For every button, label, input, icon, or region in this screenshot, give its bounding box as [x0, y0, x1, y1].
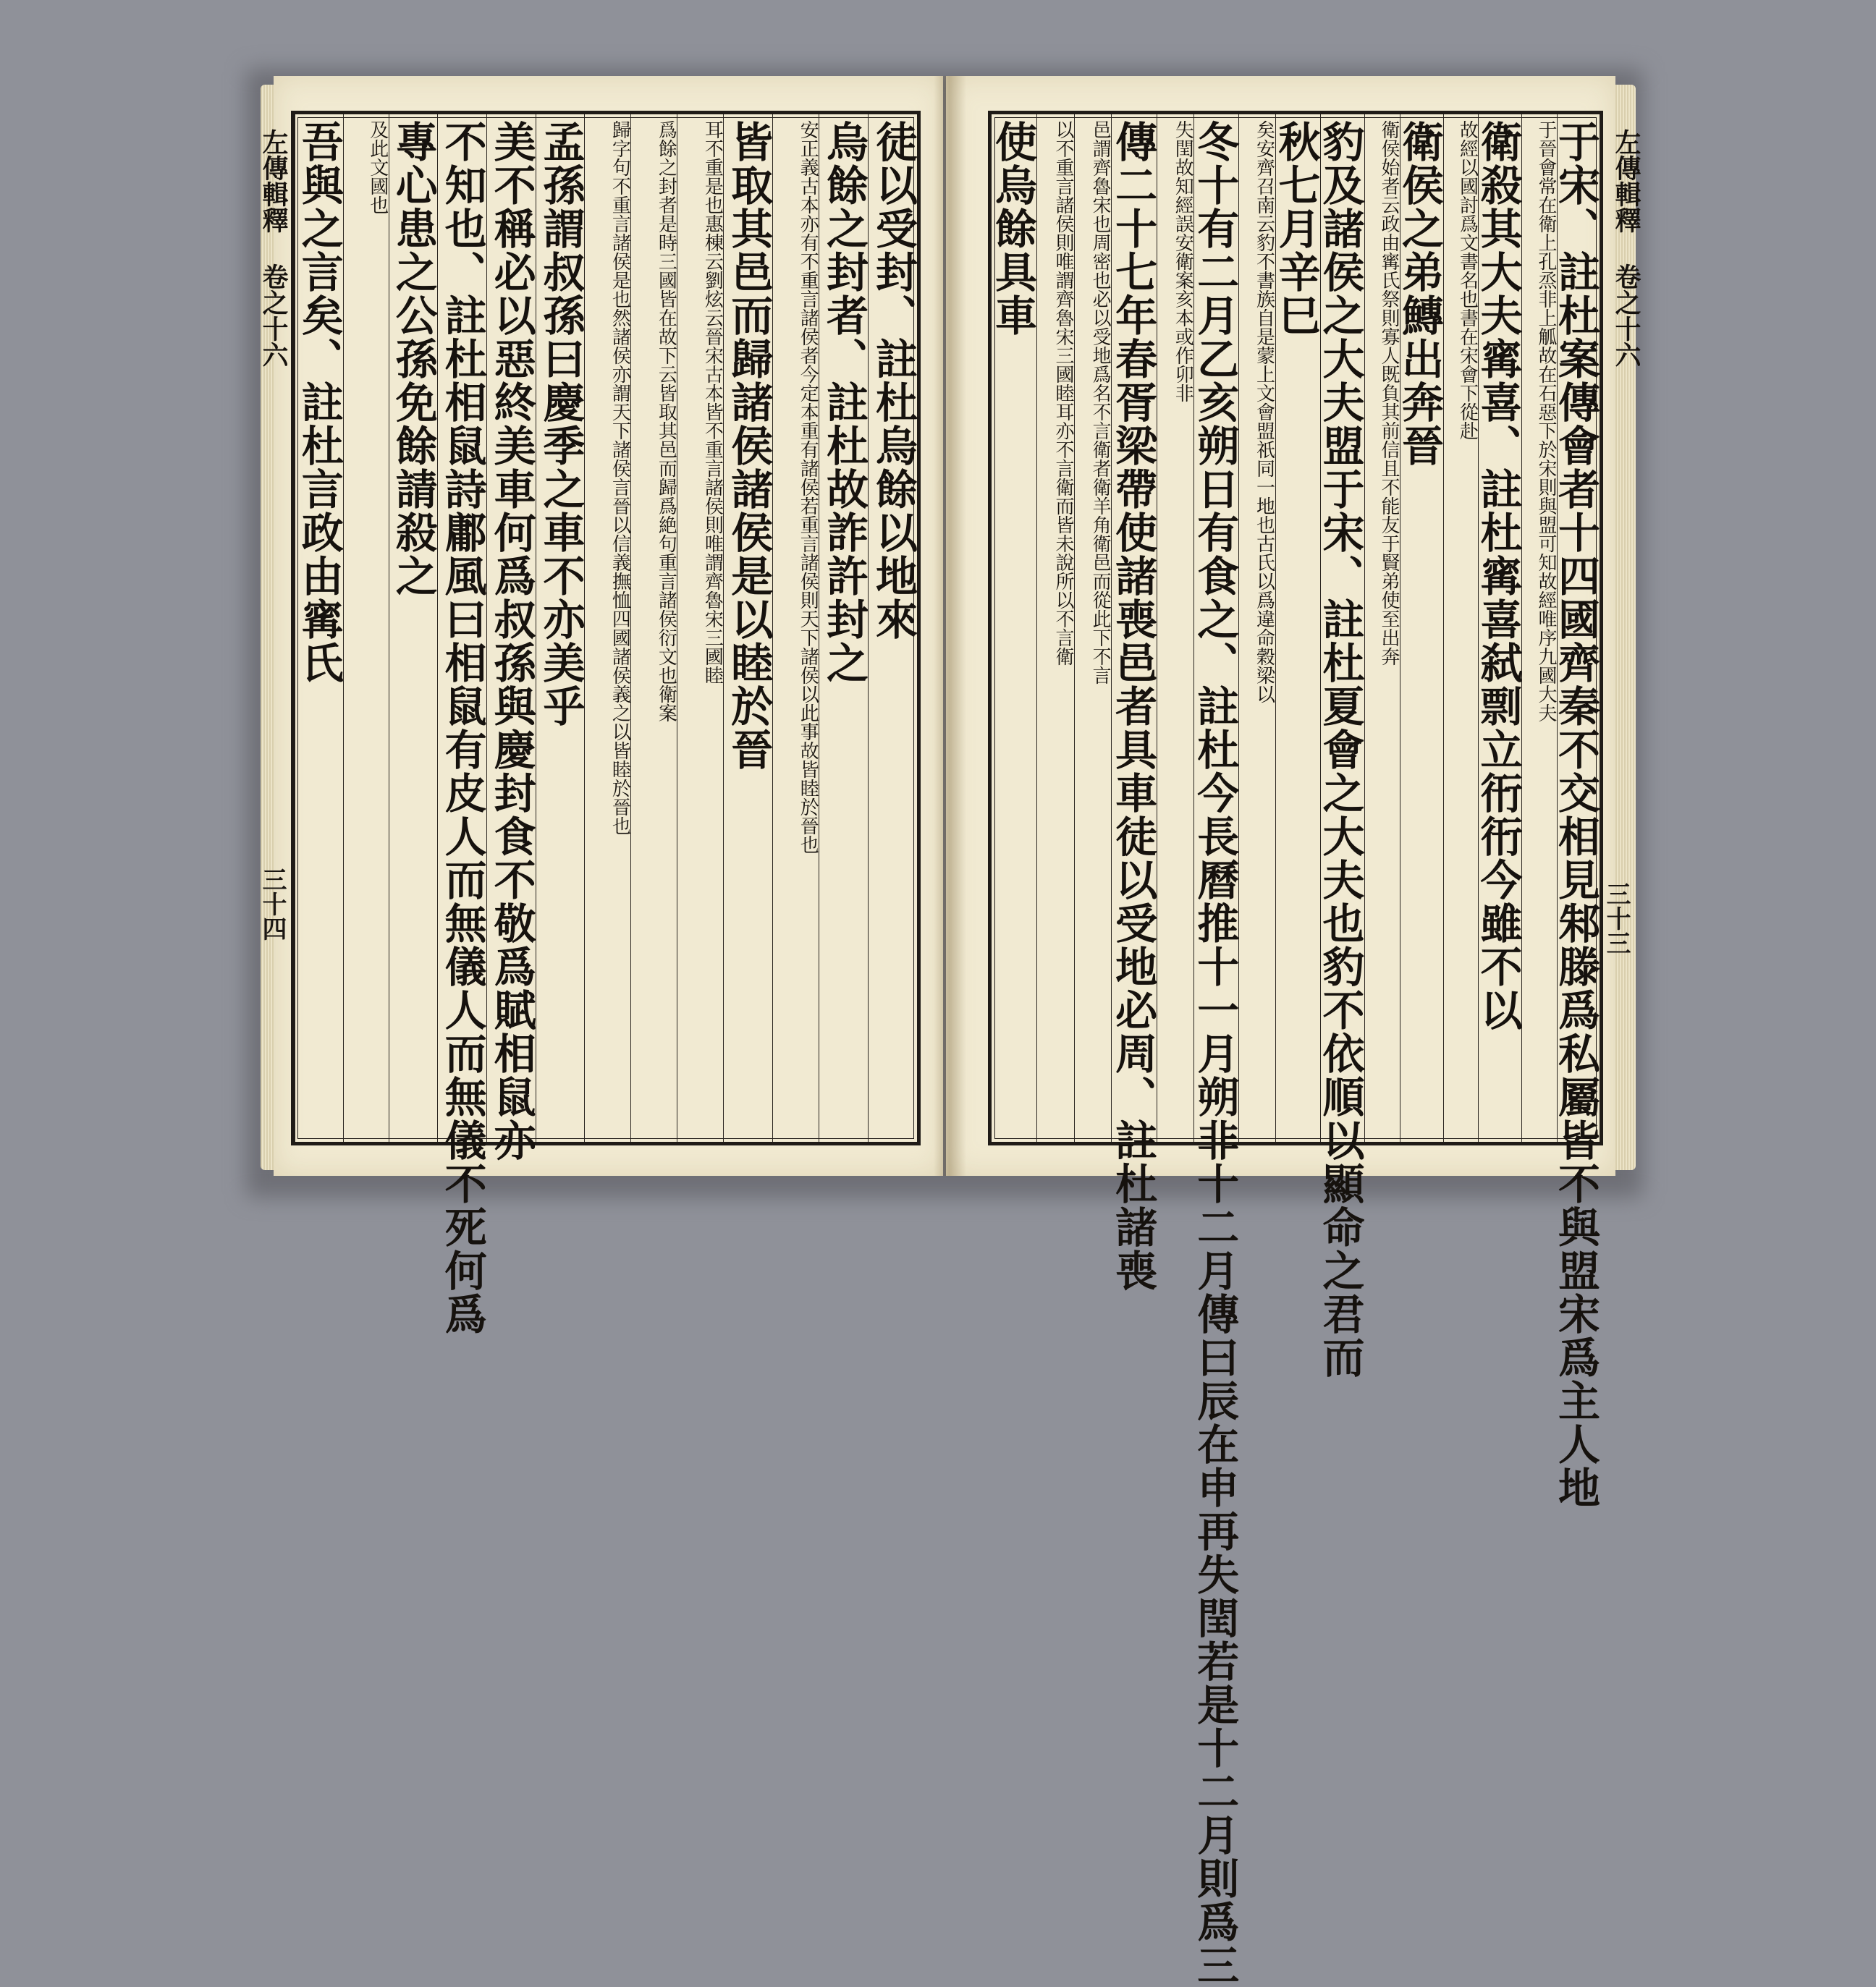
- right-page-column: 矣安齊召南云豹不書族自是蒙上文會盟祇同一地也古氏以爲違命穀梁以: [1238, 114, 1275, 1142]
- right-text-frame: [988, 111, 1642, 1987]
- left-page-column: 歸字句不重言諸侯是也然諸侯亦謂天下諸侯言晉以信義撫恤四國諸侯義之以皆睦於晉也: [584, 114, 630, 1142]
- left-page: [258, 76, 943, 1336]
- left-columns: [294, 114, 918, 1336]
- right-page-column: 豹及諸侯之大夫盟于宋、註杜夏會之大夫也豹不依順以顯命之君而: [1320, 114, 1364, 1142]
- right-page-column: 于晉會常在衛上孔烝非上觚故在石惡下於宋則與盟可知故經唯序九國大夫: [1521, 114, 1557, 1142]
- left-page-column: 美不稱必以惡終美車何爲叔孫與慶封食不敬爲賦相鼠亦: [486, 114, 536, 1142]
- right-page-column: 衛侯始者云政由寗氏祭則寡人既負其前信且不能友于賢弟使至出奔: [1364, 114, 1400, 1142]
- left-page-column: 爲餘之封者是時三國皆在故下云皆取其邑而歸爲絶句重言諸侯衍文也衛案: [630, 114, 677, 1142]
- right-page-column: 傳二十七年春胥梁帶使諸喪邑者具車徒以受地必周、註杜諸喪: [1111, 114, 1157, 1142]
- left-text-frame: [258, 111, 921, 1336]
- right-page-column: 失閏故知經誤安衛案亥本或作卯非: [1157, 114, 1193, 1142]
- left-page-column: 皆取其邑而歸諸侯諸侯是以睦於晉: [723, 114, 772, 1142]
- left-running-title: 左傳輯釋 卷之十六: [250, 114, 293, 1142]
- right-page-column: 以不重言諸侯則唯謂齊魯宋三國睦耳亦不言衛而皆未說所以不言衛: [1036, 114, 1074, 1142]
- left-page-column: 專心患之公孫免餘請殺之: [389, 114, 437, 1142]
- left-folio: 三十四: [258, 867, 287, 941]
- right-folio: 三十三: [1602, 881, 1631, 955]
- right-page-column: 衛侯之弟鱄出奔晉: [1400, 114, 1443, 1142]
- right-page-column: 冬十有二月乙亥朔日有食之、註杜今長曆推十一月朔非十二月傳曰辰在申再失閏若是十二月則爲三: [1193, 114, 1238, 1142]
- left-page-column: 吾與之言矣、註杜言政由寗氏: [295, 114, 343, 1142]
- book-gutter: [934, 76, 966, 1176]
- right-running-title: 左傳輯釋 卷之十六: [1611, 129, 1642, 368]
- right-page-column: 秋七月辛巳: [1275, 114, 1320, 1142]
- left-page-column: 孟孫謂叔孫曰慶季之車不亦美乎: [536, 114, 585, 1142]
- left-page-column: 安正義古本亦有不重言諸侯者今定本重有諸侯若重言諸侯則天下諸侯以此事故皆睦於晉也: [772, 114, 819, 1142]
- left-page-column: 烏餘之封者、註杜故詐許封之: [819, 114, 868, 1142]
- left-page-column: 徒以受封、註杜烏餘以地來: [868, 114, 917, 1142]
- right-page-column: 于宋、註杜案傳會者十四國齊秦不交相見邾滕爲私屬皆不與盟宋爲主人地: [1557, 114, 1600, 1142]
- left-page-column: 及此文國也: [343, 114, 389, 1142]
- left-page-column: 耳不重是也惠棟云劉炫云晉宋古本皆不重言諸侯則唯謂齊魯宋三國睦: [677, 114, 723, 1142]
- right-page-column: 邑謂齊魯宋也周密也必以受地爲名不言衛者衛羊角衛邑而從此下不言: [1074, 114, 1111, 1142]
- right-columns: [988, 114, 1600, 1987]
- open-book: [258, 76, 1642, 1987]
- right-page-column: 故經以國討爲文書名也書在宋會下從赴: [1443, 114, 1479, 1142]
- right-page: [946, 76, 1642, 1987]
- left-page-column: 不知也、註杜相鼠詩鄘風曰相鼠有皮人而無儀人而無儀不死何爲: [437, 114, 486, 1142]
- right-page-column: 衛殺其大夫寗喜、註杜寗喜弑剽立衎衎今雖不以: [1478, 114, 1521, 1142]
- right-page-column: 使烏餘具車: [988, 120, 1038, 337]
